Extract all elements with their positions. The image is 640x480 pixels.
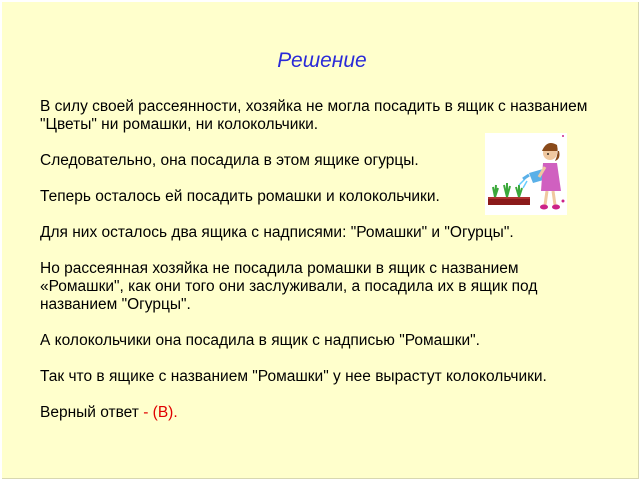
girl-watering-plants-icon: [485, 133, 567, 215]
slide: [2, 2, 639, 479]
paragraph-5: Но рассеянная хозяйка не посадила ромашки в ящик с названием «Ромашки", как они того они заслуживали, а посадила их в ящик под названием "Огурцы".: [40, 260, 538, 313]
paragraph-7: Так что в ящике с названием "Ромашки" у нее вырастут колокольчики.: [40, 368, 547, 385]
answer-separator: -: [138, 404, 153, 421]
paragraph-3: Теперь осталось ей посадить ромашки и колокольчики.: [40, 188, 440, 205]
answer-label: Верный ответ: [40, 404, 139, 421]
paragraph-1: В силу своей рассеянности, хозяйка не могла посадить в ящик с названием "Цветы" ни ромашки, ни колокольчики.: [40, 98, 588, 133]
paragraph-2: Следовательно, она посадила в этом ящике огурцы.: [40, 152, 419, 169]
paragraph-6: А колокольчики она посадила в ящик с надписью "Ромашки".: [40, 332, 480, 349]
answer-value: (В).: [152, 404, 178, 421]
slide-title: Решение: [277, 49, 367, 72]
paragraph-4: Для них осталось два ящика с надписями: "Ромашки" и "Огурцы".: [40, 224, 514, 241]
answer-line: [40, 404, 600, 422]
